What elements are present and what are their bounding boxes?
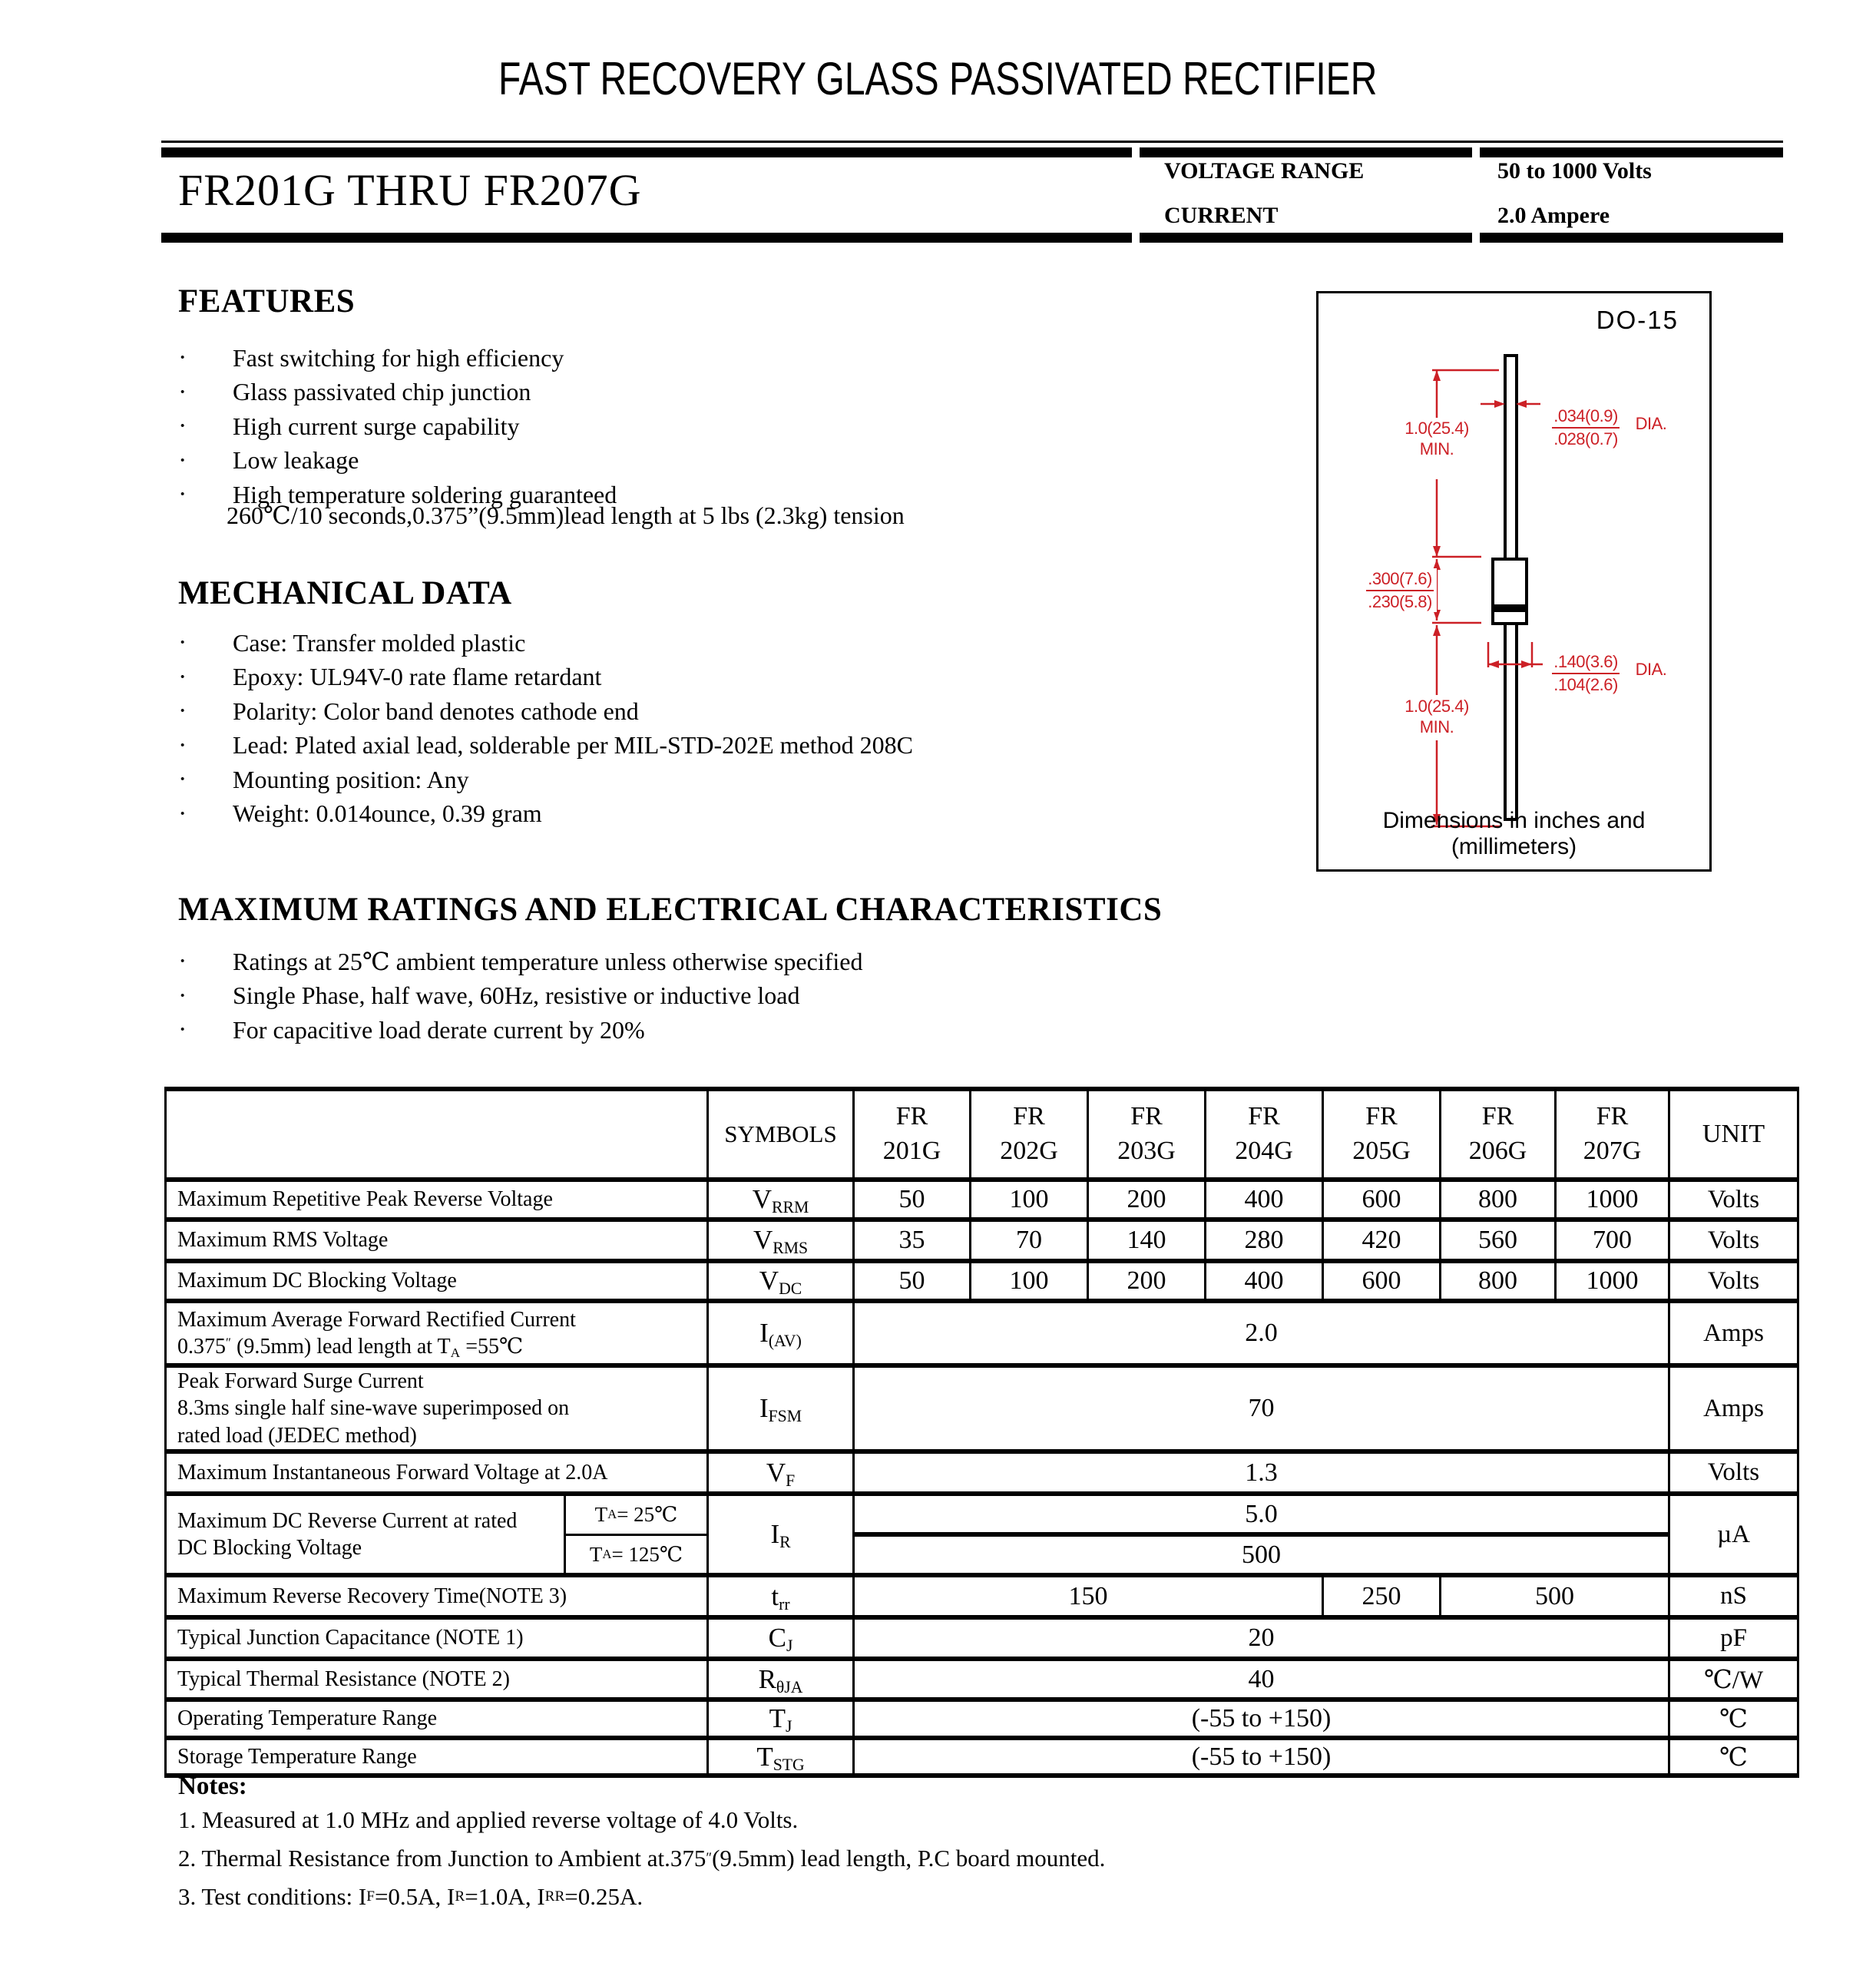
bullet-item — [178, 444, 617, 478]
symbol-cell: $T_{STG}$ — [708, 1738, 854, 1776]
ratings-conditions-list — [178, 945, 862, 1048]
symbols-header-cell: SYMBOLS — [708, 1089, 854, 1180]
bullet-text: Fast switching for high efficiency — [233, 343, 564, 372]
bullet-item — [178, 1013, 862, 1048]
value-cell: 100 — [971, 1261, 1088, 1301]
bullet-item — [178, 376, 617, 410]
part-header-cell: FR 201G — [854, 1089, 971, 1180]
header-bar-segment — [161, 147, 1132, 157]
row-label-cell: Maximum Repetitive Peak Reverse Voltage — [166, 1180, 708, 1220]
note-item: 2. Thermal Resistance from Junction to Ambient at.375 ″ (9.5mm) lead length, P.C board mounted. — [178, 1845, 1106, 1872]
value-cell: 600 — [1323, 1180, 1441, 1220]
symbol-cell: $R_{\theta JA}$ — [708, 1659, 854, 1700]
bullet-text: Single Phase, half wave, 60Hz, resistive or inductive load — [233, 981, 800, 1010]
bullet-dot: · — [178, 412, 187, 441]
value-cell: 250 — [1323, 1575, 1441, 1617]
row-label-cell: Maximum Instantaneous Forward Voltage at 2.0A — [166, 1451, 708, 1494]
table-row — [166, 1494, 1798, 1534]
bullet-item — [178, 341, 617, 376]
value-cell: 700 — [1556, 1220, 1669, 1261]
value-cell: (-55 to +150) — [854, 1700, 1669, 1738]
value-cell: 5.0 — [854, 1494, 1669, 1534]
bullet-text: Low leakage — [233, 446, 359, 475]
dim-body-diameter-suffix: DIA. — [1624, 659, 1678, 680]
mechanical-data-heading: MECHANICAL DATA — [178, 575, 512, 611]
bullet-dot: · — [178, 730, 187, 760]
table-row — [166, 1365, 1798, 1451]
bullet-item — [178, 694, 913, 729]
part-header-cell: FR 203G — [1088, 1089, 1206, 1180]
symbol-cell: $V_F$ — [708, 1451, 854, 1494]
bullet-item — [178, 979, 862, 1014]
unit-cell: Amps — [1669, 1301, 1798, 1365]
cathode-band — [1493, 604, 1527, 612]
dim-lead-diameter-suffix: DIA. — [1624, 413, 1678, 434]
symbol-cell: $t_{rr}$ — [708, 1575, 854, 1617]
unit-header-cell: UNIT — [1669, 1089, 1798, 1180]
condition-cell: T A = 25℃ — [566, 1496, 706, 1536]
table-row — [166, 1261, 1798, 1301]
header-bar-segment — [1140, 147, 1472, 157]
bullet-dot: · — [178, 628, 187, 657]
document-title: FAST RECOVERY GLASS PASSIVATED RECTIFIER — [498, 53, 1378, 104]
current-label: CURRENT — [1164, 203, 1279, 228]
unit-cell: pF — [1669, 1617, 1798, 1659]
diode-body — [1493, 559, 1527, 624]
bullet-dot: · — [178, 947, 187, 976]
current-value: 2.0 Ampere — [1497, 203, 1610, 228]
unit-cell: Amps — [1669, 1365, 1798, 1451]
header-bar-segment — [1480, 233, 1783, 243]
note-item: 1. Measured at 1.0 MHz and applied reverse voltage of 4.0 Volts. — [178, 1806, 799, 1833]
bullet-text: Glass passivated chip junction — [233, 378, 531, 406]
value-cell: 800 — [1441, 1180, 1556, 1220]
row-label-cell: Storage Temperature Range — [166, 1738, 708, 1776]
dim-top-lead-length: 1.0(25.4) MIN. — [1391, 418, 1483, 459]
part-header-cell: FR 204G — [1206, 1089, 1323, 1180]
value-cell: 70 — [971, 1220, 1088, 1261]
value-cell: 420 — [1323, 1220, 1441, 1261]
part-header-cell: FR 207G — [1556, 1089, 1669, 1180]
symbol-cell: $V_{DC}$ — [708, 1261, 854, 1301]
row-label-cell: Maximum Average Forward Rectified Current 0.375″ (9.5mm) lead length at $T_A$ =55℃ — [166, 1301, 708, 1365]
row-label-cell: Maximum RMS Voltage — [166, 1220, 708, 1261]
bullet-item — [178, 763, 913, 797]
table-row — [166, 1180, 1798, 1220]
value-cell: 400 — [1206, 1180, 1323, 1220]
symbol-cell: $V_{RMS}$ — [708, 1220, 854, 1261]
value-cell: 70 — [854, 1365, 1669, 1451]
row-label-cell: Maximum DC Blocking Voltage — [166, 1261, 708, 1301]
bullet-text: Epoxy: UL94V-0 rate flame retardant — [233, 663, 602, 691]
bullet-dot: · — [178, 480, 187, 509]
value-cell: 20 — [854, 1617, 1669, 1659]
row-label-cell: Typical Thermal Resistance (NOTE 2) — [166, 1659, 708, 1700]
value-cell: 800 — [1441, 1261, 1556, 1301]
value-cell: 500 — [1441, 1575, 1669, 1617]
table-row — [166, 1451, 1798, 1494]
unit-cell: Volts — [1669, 1180, 1798, 1220]
row-label-cell: Typical Junction Capacitance (NOTE 1) — [166, 1617, 708, 1659]
unit-cell: ℃/W — [1669, 1659, 1798, 1700]
bullet-dot: · — [178, 445, 187, 475]
value-cell: 500 — [854, 1534, 1669, 1575]
value-cell: 280 — [1206, 1220, 1323, 1261]
bullet-dot: · — [178, 343, 187, 372]
value-cell: 1000 — [1556, 1261, 1669, 1301]
value-cell: 150 — [854, 1575, 1323, 1617]
symbol-cell: $T_J$ — [708, 1700, 854, 1738]
table-row — [166, 1575, 1798, 1617]
bullet-dot: · — [178, 377, 187, 406]
bullet-item — [178, 945, 862, 979]
package-outline-diagram — [1316, 291, 1712, 872]
condition-box — [564, 1496, 706, 1573]
dim-lead-diameter: .034(0.9) .028(0.7) — [1543, 405, 1629, 449]
header-bar-segment — [1480, 147, 1783, 157]
unit-cell: ℃ — [1669, 1700, 1798, 1738]
value-cell: 50 — [854, 1180, 971, 1220]
bullet-dot: · — [178, 697, 187, 726]
bullet-item — [178, 409, 617, 444]
part-header-cell: FR 206G — [1441, 1089, 1556, 1180]
dim-body-length: .300(7.6) .230(5.8) — [1363, 568, 1437, 612]
value-cell: 100 — [971, 1180, 1088, 1220]
voltage-range-label: VOLTAGE RANGE — [1164, 158, 1365, 184]
symbol-cell: $I_{FSM}$ — [708, 1365, 854, 1451]
unit-cell: Volts — [1669, 1220, 1798, 1261]
diagram-caption: Dimensions in inches and (millimeters) — [1382, 808, 1646, 859]
unit-cell: µA — [1669, 1494, 1798, 1575]
bullet-text: Polarity: Color band denotes cathode end — [233, 697, 639, 725]
bullet-text: Lead: Plated axial lead, solderable per MIL-STD-202E method 208C — [233, 731, 913, 760]
condition-cell: T A = 125℃ — [589, 1542, 683, 1566]
characteristic-header-cell — [166, 1089, 708, 1180]
bullet-text: Ratings at 25℃ ambient temperature unless otherwise specified — [233, 948, 863, 976]
symbol-cell: $C_J$ — [708, 1617, 854, 1659]
part-header-cell: FR 205G — [1323, 1089, 1441, 1180]
symbol-cell: $I_{(AV)}$ — [708, 1301, 854, 1365]
value-cell: 560 — [1441, 1220, 1556, 1261]
value-cell: 40 — [854, 1659, 1669, 1700]
value-cell: 200 — [1088, 1180, 1206, 1220]
bullet-text: Mounting position: Any — [233, 765, 469, 793]
header-bar-segment — [1140, 233, 1472, 243]
header-bar-segment — [161, 233, 1132, 243]
unit-cell: Volts — [1669, 1451, 1798, 1494]
value-cell: 50 — [854, 1261, 971, 1301]
features-list — [178, 341, 617, 512]
bullet-dot: · — [178, 1015, 187, 1044]
unit-cell: nS — [1669, 1575, 1798, 1617]
table-row — [166, 1089, 1798, 1180]
value-cell: 2.0 — [854, 1301, 1669, 1365]
unit-cell: Volts — [1669, 1261, 1798, 1301]
ratings-heading: MAXIMUM RATINGS AND ELECTRICAL CHARACTERISTICS — [178, 892, 1163, 928]
symbol-cell: $V_{RRM}$ — [708, 1180, 854, 1220]
row-label-cell: Operating Temperature Range — [166, 1700, 708, 1738]
row-label-cell: Peak Forward Surge Current 8.3ms single half sine-wave superimposed on rated load (JEDEC method) — [166, 1365, 708, 1451]
notes-heading: Notes: — [178, 1772, 247, 1800]
bullet-item — [178, 797, 913, 832]
notes-list — [178, 1801, 1105, 1916]
table-row — [166, 1220, 1798, 1261]
bullet-dot: · — [178, 799, 187, 828]
table-row — [166, 1700, 1798, 1738]
value-cell: 600 — [1323, 1261, 1441, 1301]
package-name: DO-15 — [1596, 306, 1679, 334]
bullet-item — [178, 729, 913, 763]
bullet-item — [178, 660, 913, 695]
bullet-dot: · — [178, 765, 187, 794]
part-header-cell: FR 202G — [971, 1089, 1088, 1180]
table-row — [166, 1617, 1798, 1659]
ratings-table — [164, 1087, 1799, 1778]
value-cell: 200 — [1088, 1261, 1206, 1301]
notes-section — [178, 1772, 1105, 1916]
mechanical-data-list — [178, 626, 913, 831]
dim-bottom-lead-length: 1.0(25.4) MIN. — [1391, 696, 1483, 737]
value-cell: (-55 to +150) — [854, 1738, 1669, 1776]
table-row — [166, 1659, 1798, 1700]
bullet-dot: · — [178, 981, 187, 1010]
note-item: 3. Test conditions: I F =0.5A, I R =1.0A, I RR =0.25A. — [178, 1883, 644, 1910]
header-top-rule — [161, 141, 1783, 143]
part-range-title: FR201G THRU FR207G — [178, 165, 642, 215]
value-cell: 1000 — [1556, 1180, 1669, 1220]
bullet-dot: · — [178, 662, 187, 691]
value-cell: 35 — [854, 1220, 971, 1261]
unit-cell: ℃ — [1669, 1738, 1798, 1776]
row-label-cell: Maximum DC Reverse Current at rated DC Blocking Voltage T A = 25℃ T A = 125℃ — [166, 1494, 708, 1575]
bullet-text: High temperature soldering guaranteed — [233, 480, 617, 508]
bullet-item — [178, 626, 913, 660]
features-continuation: 260℃/10 seconds,0.375”(9.5mm)lead length at 5 lbs (2.3kg) tension — [227, 501, 905, 529]
table-row — [166, 1301, 1798, 1365]
value-cell: 140 — [1088, 1220, 1206, 1261]
voltage-range-value: 50 to 1000 Volts — [1497, 158, 1652, 184]
row-label-cell: Maximum Reverse Recovery Time(NOTE 3) — [166, 1575, 708, 1617]
bullet-text: High current surge capability — [233, 412, 520, 440]
symbol-cell: $I_R$ — [708, 1494, 854, 1575]
bullet-text: For capacitive load derate current by 20% — [233, 1015, 645, 1044]
value-cell: 1.3 — [854, 1451, 1669, 1494]
bullet-text: Case: Transfer molded plastic — [233, 628, 526, 657]
table-row — [166, 1738, 1798, 1776]
dim-body-diameter: .140(3.6) .104(2.6) — [1543, 651, 1629, 695]
features-heading: FEATURES — [178, 283, 356, 319]
bullet-text: Weight: 0.014ounce, 0.39 gram — [233, 799, 542, 828]
value-cell: 400 — [1206, 1261, 1323, 1301]
